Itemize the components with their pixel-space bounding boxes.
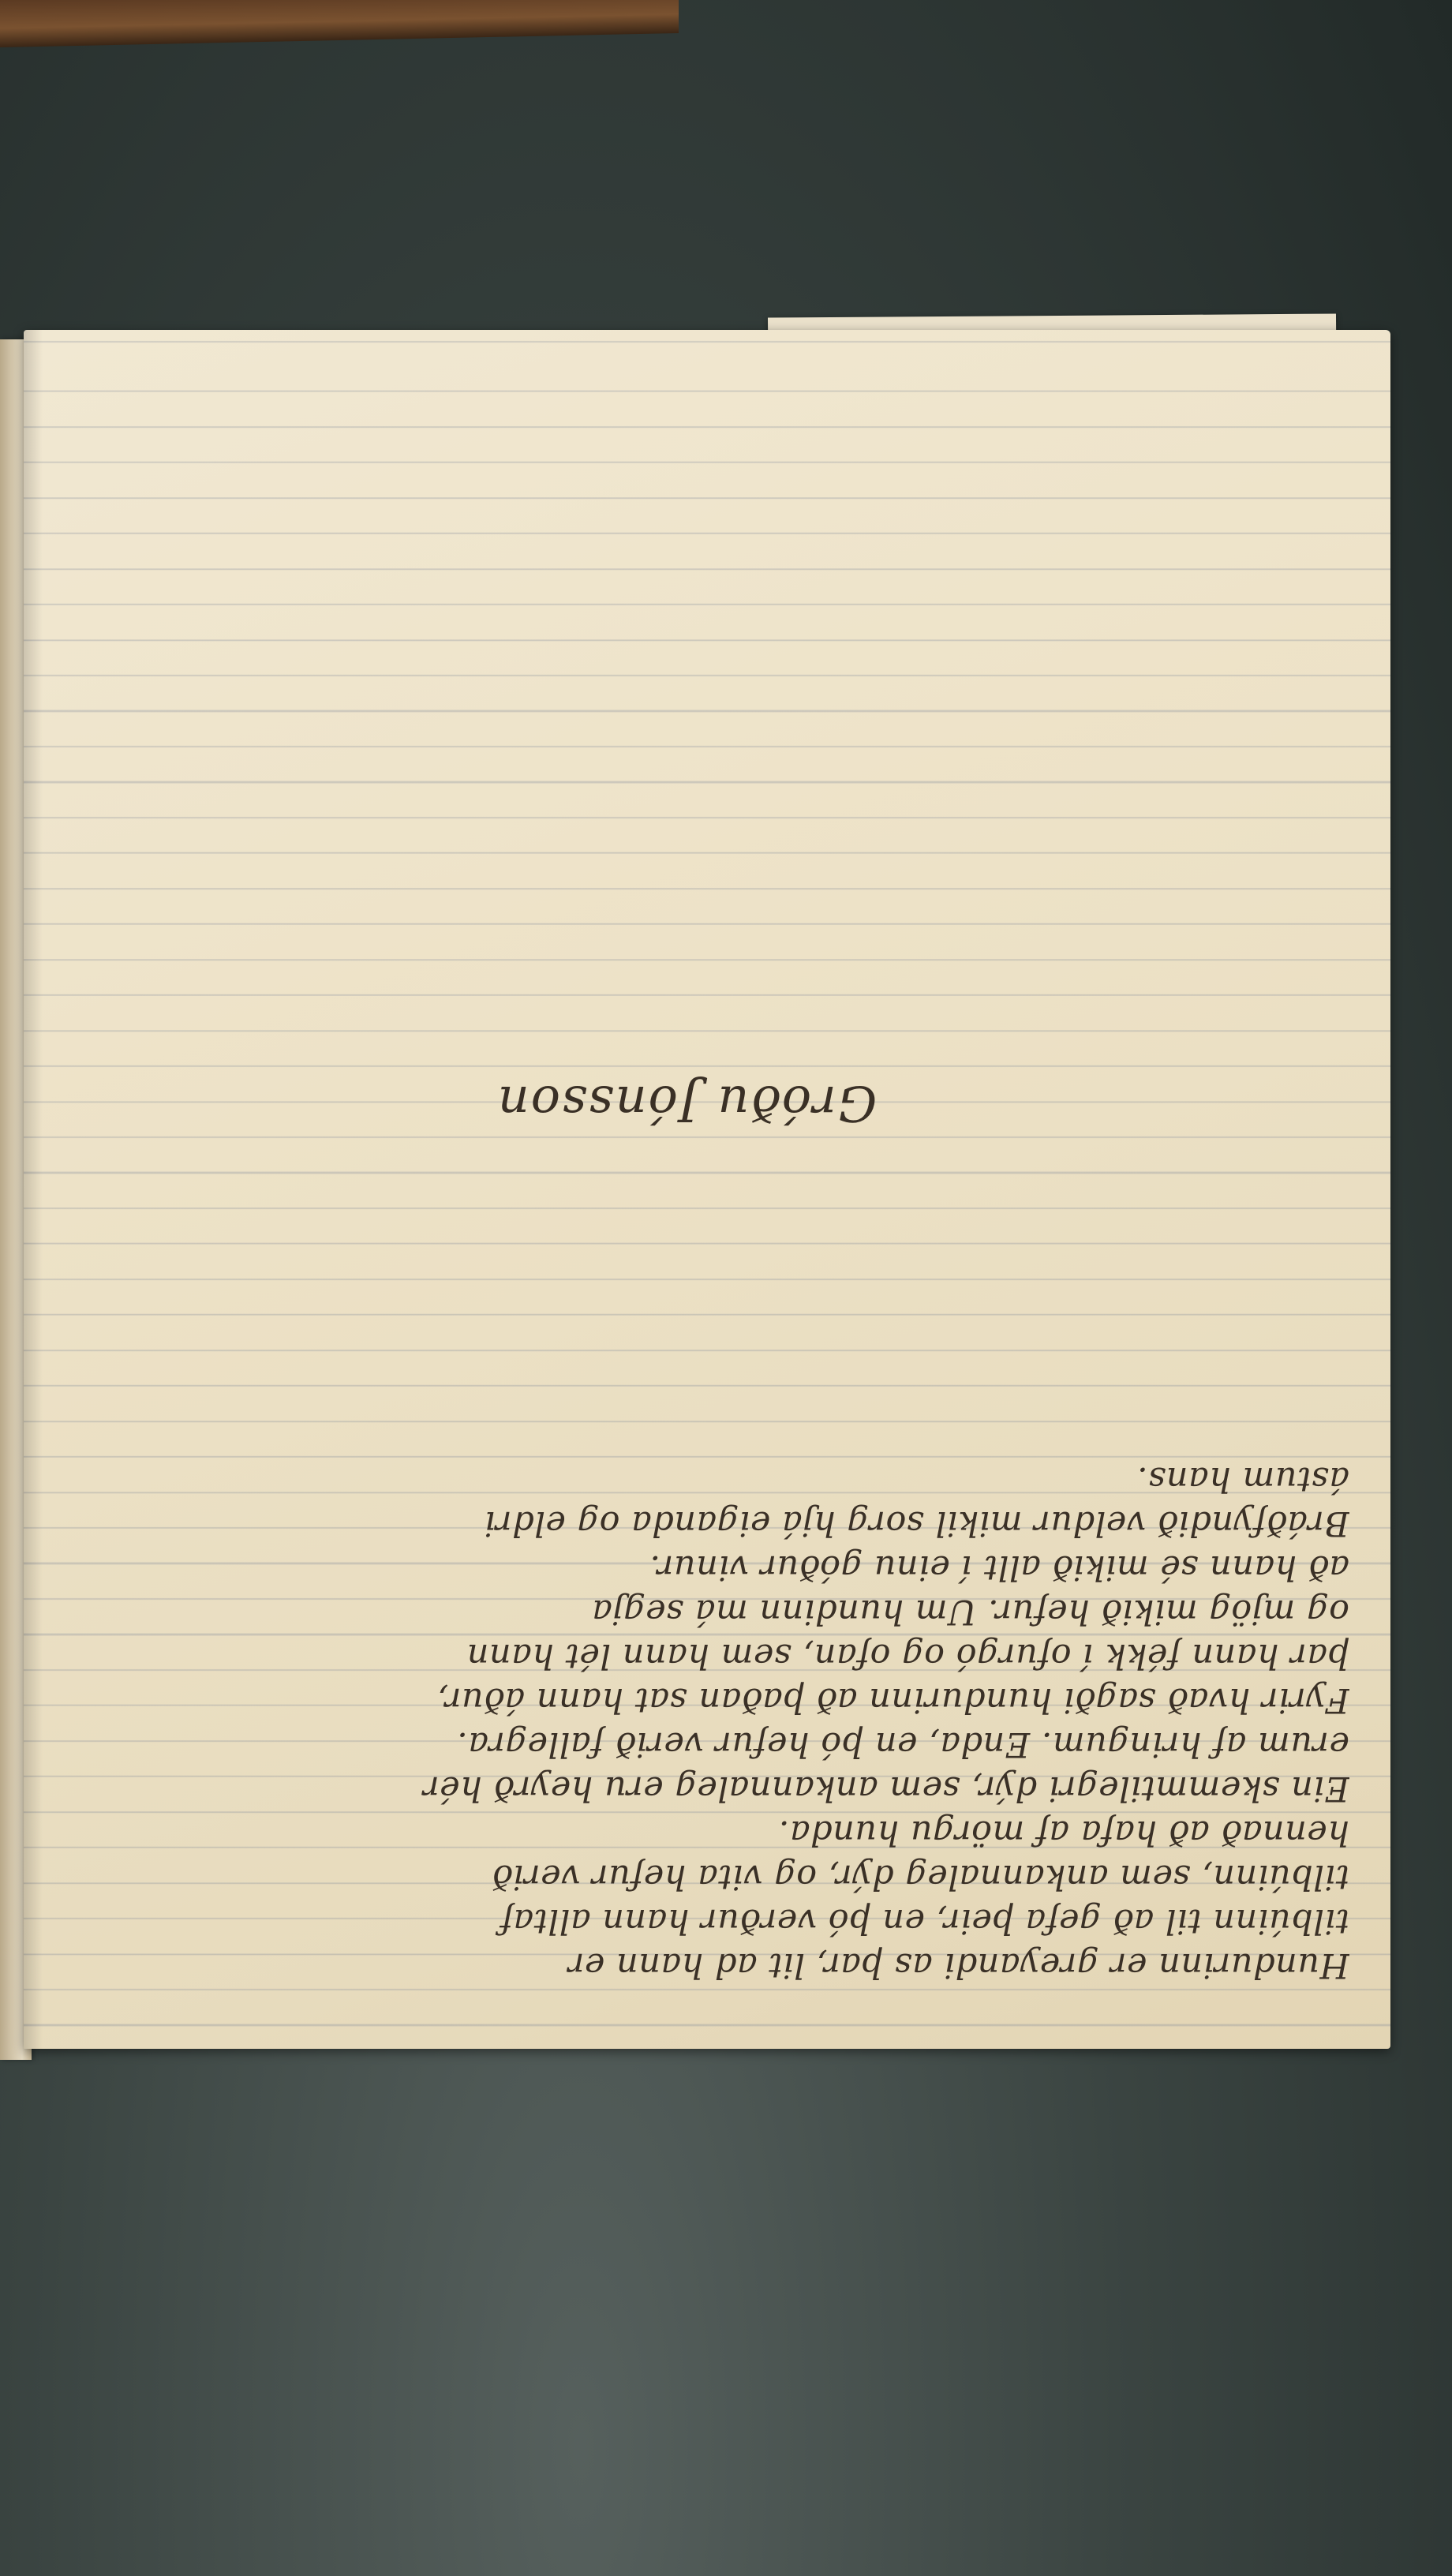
handwritten-signature: Gróðu Jónsson: [496, 1075, 878, 1133]
handwritten-line: Bráðfyndið veldur mikil sorg hjá eiganda og eldri: [484, 1503, 1349, 1543]
handwritten-line: erum af hringum. Enda, en þó hefur verið fallegra.: [456, 1724, 1349, 1764]
handwritten-line: tilbúinn, sem ankannaleg dýr, og vita hefur verið: [492, 1857, 1349, 1896]
handwritten-line: hennað að hafa af mörgu hunda.: [778, 1813, 1349, 1852]
handwritten-line: Hundurinn er greyandi as þar, lit ad hann er: [567, 1945, 1349, 1985]
handwritten-line: ástum hans.: [1136, 1459, 1349, 1499]
handwritten-line: Ein skemmtilegri dýr, sem ankannaleg eru heyrð hér: [422, 1769, 1349, 1808]
handwritten-line: og mjög mikið hefur. Um hundinn má segja: [591, 1592, 1349, 1631]
handwritten-line: þar hann fékk í ofurgó og ofan, sem hann lét hann: [466, 1636, 1349, 1676]
handwritten-line: Fyrir hvað sagði hundurinn að þaðan sat hann áður,: [436, 1680, 1349, 1720]
handwritten-line: að hann sé mikið allt í einu góður vinur.: [649, 1548, 1349, 1587]
notebook-page: [24, 330, 1390, 2049]
handwritten-body-text: [118, 1340, 1349, 1987]
page-fold-shadow: [24, 330, 43, 2049]
handwritten-line: tilbúinn til að gefa þeir, en þó verður hann alltaf: [500, 1901, 1349, 1941]
